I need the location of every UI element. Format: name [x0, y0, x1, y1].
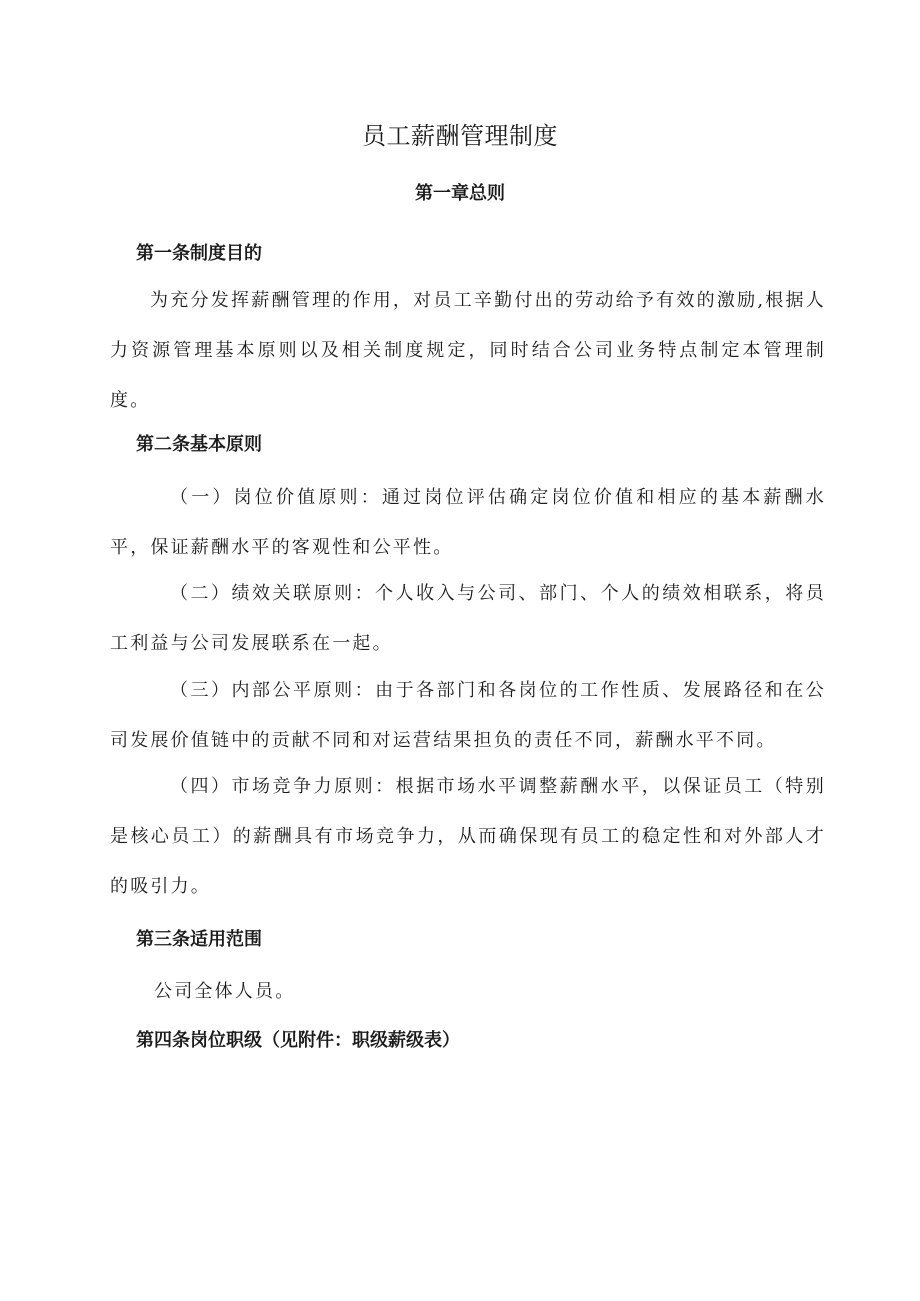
principle-item-3: （三）内部公平原则：由于各部门和各岗位的工作性质、发展路径和在公司发展价值链中的贡献不同和对运营结果担负的责任不同，薪酬水平不同。 [110, 680, 826, 751]
document-title: 员工薪酬管理制度 [362, 122, 558, 150]
article-1-paragraph: 为充分发挥薪酬管理的作用，对员工辛勤付出的劳动给予有效的激励,根据人力资源管理基本原则以及相关制度规定，同时结合公司业务特点制定本管理制度。 [110, 290, 826, 411]
article-1-heading: 第一条制度目的 [136, 243, 262, 264]
principle-item-1: （一）岗位价值原则：通过岗位评估确定岗位价值和相应的基本薪酬水平，保证薪酬水平的客观性和公平性。 [110, 487, 826, 558]
chapter-heading: 第一章总则 [415, 183, 505, 204]
principle-item-4: （四）市场竞争力原则：根据市场水平调整薪酬水平，以保证员工（特别是核心员工）的薪酬具有市场竞争力，从而确保现有员工的稳定性和对外部人才的吸引力。 [110, 776, 826, 897]
article-3-paragraph: 公司全体人员。 [154, 981, 296, 1002]
principle-item-2: （二）绩效关联原则：个人收入与公司、部门、个人的绩效相联系，将员工利益与公司发展联系在一起。 [110, 583, 826, 654]
article-4-heading: 第四条岗位职级（见附件：职级薪级表） [136, 1030, 460, 1051]
article-3-heading: 第三条适用范围 [136, 929, 262, 950]
article-2-heading: 第二条基本原则 [136, 434, 262, 455]
